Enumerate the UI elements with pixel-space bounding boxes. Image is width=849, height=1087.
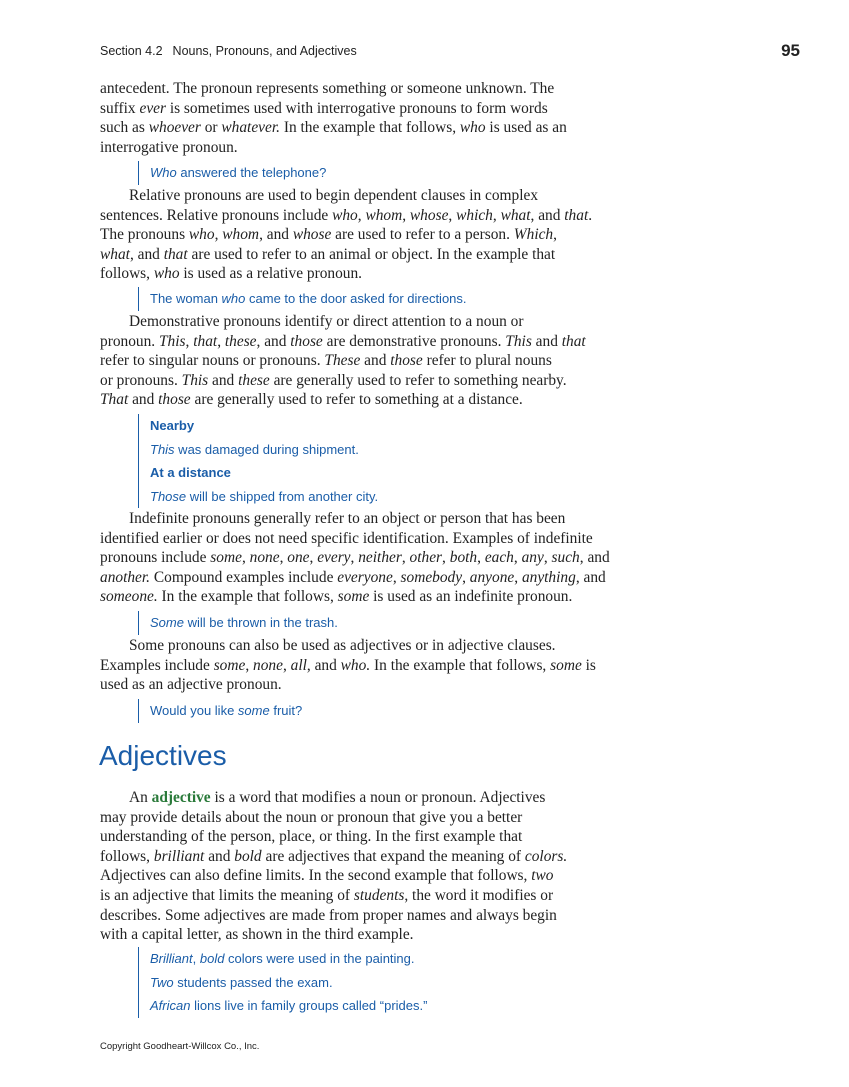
italic-text: two <box>531 867 554 885</box>
text-run: follows, <box>100 265 154 283</box>
paragraph-line <box>100 245 630 265</box>
italic-text: who <box>221 291 246 306</box>
paragraph-line <box>100 351 630 371</box>
text-run: is used as a relative pronoun. <box>179 265 363 283</box>
text-run: Would you like <box>150 703 238 718</box>
italic-text: This <box>159 332 186 350</box>
text-run: fruit? <box>269 703 303 718</box>
paragraph-line <box>100 847 630 867</box>
italic-text: none <box>253 656 283 674</box>
text-run: , <box>185 332 194 350</box>
example-line <box>150 611 338 635</box>
text-run: interrogative pronoun. <box>100 138 238 156</box>
text-run: , <box>309 549 318 567</box>
example-line <box>150 994 427 1018</box>
text-run: . <box>588 206 593 224</box>
italic-text: anything <box>521 568 576 586</box>
paragraph-line <box>100 925 630 945</box>
text-run: , <box>543 549 552 567</box>
italic-text: both <box>449 549 478 567</box>
text-run: sentences. Relative pronouns include <box>100 206 333 224</box>
italic-text: none <box>249 549 280 567</box>
text-run: , <box>514 568 522 586</box>
page-number: 95 <box>781 41 800 60</box>
italic-text: one <box>287 549 310 567</box>
paragraph-line <box>100 371 630 391</box>
text-run: identified earlier or does not need specific identification. Examples of indefinite <box>100 529 593 547</box>
text-run: , <box>217 332 225 350</box>
text-run: An <box>129 789 152 806</box>
italic-text: some <box>337 588 370 606</box>
body-paragraph <box>100 312 630 410</box>
text-run: , and <box>530 206 565 224</box>
paragraph-line <box>100 99 630 119</box>
text-run: , <box>282 656 291 674</box>
italic-text: brilliant <box>153 847 205 865</box>
paragraph-line <box>100 312 630 332</box>
paragraph-line <box>100 186 630 206</box>
text-run: , <box>462 568 470 586</box>
italic-text: other <box>409 549 443 567</box>
text-run: antecedent. The pronoun represents something or someone unknown. The <box>100 80 555 97</box>
italic-text: whoever <box>148 119 201 137</box>
paragraph-line <box>100 225 630 245</box>
italic-text: that <box>163 245 188 263</box>
italic-text: everyone <box>337 568 393 586</box>
text-run: , the word it modifies or <box>404 886 554 904</box>
paragraph-line <box>100 118 630 138</box>
text-run: lions live in family groups called “prides.” <box>190 998 428 1013</box>
paragraph-line <box>100 808 630 828</box>
paragraph-line <box>100 79 630 99</box>
italic-text: whose <box>409 206 449 224</box>
italic-text: Who <box>150 165 177 180</box>
italic-text: That <box>100 391 129 409</box>
example-line <box>150 161 326 185</box>
text-run: answered the telephone? <box>176 165 327 180</box>
text-run: or pronouns. <box>100 371 182 389</box>
italic-text: some <box>237 703 270 718</box>
text-run: students passed the exam. <box>173 974 333 990</box>
paragraph-line <box>100 138 630 158</box>
italic-text: those <box>158 391 191 409</box>
example-label: Nearby <box>150 418 195 433</box>
paragraph-line <box>100 788 630 808</box>
text-run: is <box>581 656 596 674</box>
text-run: Some pronouns can also be used as adjectives or in adjective clauses. <box>129 637 556 654</box>
text-run: refer to plural nouns <box>422 352 552 370</box>
running-header <box>100 44 357 58</box>
paragraph-line <box>100 529 630 549</box>
italic-text: each <box>484 549 514 567</box>
text-run: , <box>392 568 401 586</box>
italic-text: who <box>153 265 180 283</box>
example-line <box>150 947 427 971</box>
example-block <box>138 287 467 311</box>
paragraph-line <box>100 264 630 284</box>
text-run: is a word that modifies a noun or pronoun. Adjectives <box>210 789 546 806</box>
text-run: The pronouns <box>100 226 189 244</box>
text-run: and <box>208 371 239 389</box>
text-run: , <box>513 549 522 567</box>
italic-text: bold <box>199 951 225 966</box>
text-run: , <box>214 226 223 244</box>
text-run: pronouns include <box>100 549 211 567</box>
text-run: is sometimes used with interrogative pronouns to form words <box>165 99 548 117</box>
text-run: , <box>241 549 250 567</box>
italic-text: another. <box>100 568 151 586</box>
text-run: , <box>350 549 359 567</box>
text-run: , <box>442 549 450 567</box>
example-block <box>138 414 378 508</box>
text-run: The woman <box>150 291 222 306</box>
example-line <box>150 287 467 311</box>
italic-text: Brilliant <box>150 951 193 966</box>
text-run: In the example that follows, <box>157 588 338 606</box>
example-block <box>138 947 427 1018</box>
paragraph-line <box>100 390 630 410</box>
italic-text: These <box>324 352 361 370</box>
paragraph-line <box>100 587 630 607</box>
example-block <box>138 699 302 723</box>
text-run: are adjectives that expand the meaning of <box>261 847 525 865</box>
text-run: , and <box>575 568 606 586</box>
text-run: are generally used to refer to something at a distance. <box>190 391 523 409</box>
text-run: such as <box>100 119 149 137</box>
italic-text: anyone <box>469 568 515 586</box>
text-run: are demonstrative pronouns. <box>322 332 506 350</box>
text-run: and <box>128 391 159 409</box>
italic-text: all <box>290 656 307 674</box>
text-run: Compound examples include <box>150 568 338 586</box>
italic-text: someone. <box>100 588 158 606</box>
text-run: colors were used in the painting. <box>224 951 415 966</box>
example-line <box>150 438 378 462</box>
text-run: Relative pronouns are used to begin dependent clauses in complex <box>129 187 539 204</box>
text-run: follows, <box>100 847 154 865</box>
body-paragraph <box>100 186 630 284</box>
text-run: may provide details about the noun or pronoun that give you a better <box>100 808 523 826</box>
text-run: is used as an <box>485 119 567 137</box>
italic-text: what <box>500 206 531 224</box>
text-run: and <box>360 352 391 370</box>
italic-text: which <box>456 206 493 224</box>
example-block <box>138 161 326 185</box>
italic-text: whom <box>222 226 260 244</box>
section-title: Nouns, Pronouns, and Adjectives <box>172 44 357 58</box>
text-run: will be shipped from another city. <box>186 488 379 504</box>
italic-text: that <box>561 332 586 350</box>
italic-text: bold <box>234 847 262 865</box>
italic-text: ever <box>139 99 166 117</box>
paragraph-line <box>100 206 630 226</box>
paragraph-line <box>100 656 630 676</box>
italic-text: students <box>353 886 405 904</box>
text-run: describes. Some adjectives are made from proper names and always begin <box>100 906 557 924</box>
paragraph-line <box>100 636 630 656</box>
italic-text: whatever. <box>221 119 280 137</box>
italic-text: who <box>332 206 358 224</box>
text-run: will be thrown in the trash. <box>183 615 338 630</box>
text-run: are used to refer to an animal or object. In the example that <box>187 245 556 263</box>
example-block <box>138 611 338 635</box>
text-run: Demonstrative pronouns identify or direct attention to a noun or <box>129 313 524 330</box>
italic-text: what <box>100 245 130 263</box>
text-run: Indefinite pronouns generally refer to an object or person that has been <box>129 510 566 527</box>
italic-text: every <box>317 549 351 567</box>
example-line <box>150 971 427 995</box>
body-paragraph <box>100 79 630 157</box>
key-term: adjective <box>151 789 211 806</box>
italic-text: those <box>290 332 323 350</box>
text-run: , and <box>256 332 291 350</box>
paragraph-line <box>100 906 630 926</box>
example-line <box>150 414 378 438</box>
paragraph-line <box>100 886 630 906</box>
text-run: and <box>531 332 562 350</box>
text-run: , and <box>129 245 164 263</box>
paragraph-line <box>100 332 630 352</box>
section-number: Section 4.2 <box>100 44 163 58</box>
text-run: with a capital letter, as shown in the third example. <box>100 926 414 944</box>
text-run: In the example that follows, <box>370 656 551 674</box>
text-run: was damaged during shipment. <box>174 441 359 457</box>
text-run: Adjectives can also define limits. In the second example that follows, <box>100 867 532 885</box>
italic-text: that <box>193 332 218 350</box>
example-line <box>150 699 302 723</box>
italic-text: African <box>150 998 191 1013</box>
paragraph-line <box>100 568 630 588</box>
italic-text: some <box>213 656 246 674</box>
text-run: are used to refer to a person. <box>331 226 514 244</box>
text-run: pronoun. <box>100 332 159 350</box>
text-run: understanding of the person, place, or thing. In the first example that <box>100 828 523 846</box>
italic-text: that <box>564 206 589 224</box>
copyright-footer: Copyright Goodheart-Willcox Co., Inc. <box>100 1041 260 1052</box>
italic-text: any <box>521 549 544 567</box>
section-heading: Adjectives <box>99 740 227 771</box>
italic-text: Some <box>150 615 184 630</box>
example-line <box>150 485 378 509</box>
italic-text: whom <box>365 206 403 224</box>
body-paragraph <box>100 509 630 607</box>
italic-text: those <box>390 352 423 370</box>
italic-text: Which <box>513 226 554 244</box>
italic-text: This <box>505 332 532 350</box>
italic-text: colors. <box>524 847 568 865</box>
italic-text: such <box>551 549 580 567</box>
paragraph-line <box>100 509 630 529</box>
text-run: used as an adjective pronoun. <box>100 676 282 694</box>
text-run: refer to singular nouns or pronouns. <box>100 352 325 370</box>
paragraph-line <box>100 675 630 695</box>
text-run: , <box>279 549 288 567</box>
italic-text: neither <box>358 549 402 567</box>
text-run: , <box>553 226 557 244</box>
text-run: are generally used to refer to something nearby. <box>269 371 567 389</box>
italic-text: these <box>224 332 257 350</box>
text-run: , <box>357 206 366 224</box>
text-run: , <box>402 206 410 224</box>
example-line <box>150 461 378 485</box>
italic-text: whose <box>292 226 332 244</box>
text-run: , <box>401 549 410 567</box>
italic-text: who. <box>340 656 371 674</box>
text-run: or <box>200 119 222 137</box>
text-run: In the example that follows, <box>279 119 460 137</box>
text-run: , <box>492 206 501 224</box>
italic-text: Those <box>150 488 187 504</box>
text-run: , <box>448 206 457 224</box>
paragraph-line <box>100 866 630 886</box>
text-run: Examples include <box>100 656 214 674</box>
body-paragraph <box>100 788 630 945</box>
text-run: , <box>192 951 200 966</box>
italic-text: some <box>550 656 582 674</box>
italic-text: these <box>238 371 270 389</box>
text-run: is used as an indefinite pronoun. <box>369 588 573 606</box>
text-run: , <box>245 656 254 674</box>
italic-text: who <box>459 119 486 137</box>
text-run: , and <box>579 549 610 567</box>
text-run: and <box>204 847 235 865</box>
paragraph-line <box>100 548 630 568</box>
text-run: , and <box>306 656 341 674</box>
italic-text: some <box>210 549 242 567</box>
text-run: is an adjective that limits the meaning of <box>100 886 354 904</box>
body-paragraph <box>100 636 630 695</box>
text-run: , and <box>259 226 293 244</box>
italic-text: This <box>150 441 175 457</box>
italic-text: somebody <box>400 568 463 586</box>
text-run: suffix <box>100 99 140 117</box>
italic-text: Two <box>150 974 174 990</box>
italic-text: who <box>188 226 215 244</box>
paragraph-line <box>100 827 630 847</box>
italic-text: This <box>181 371 209 389</box>
text-run: , <box>477 549 485 567</box>
text-run: came to the door asked for directions. <box>245 291 467 306</box>
example-label: At a distance <box>150 465 231 480</box>
